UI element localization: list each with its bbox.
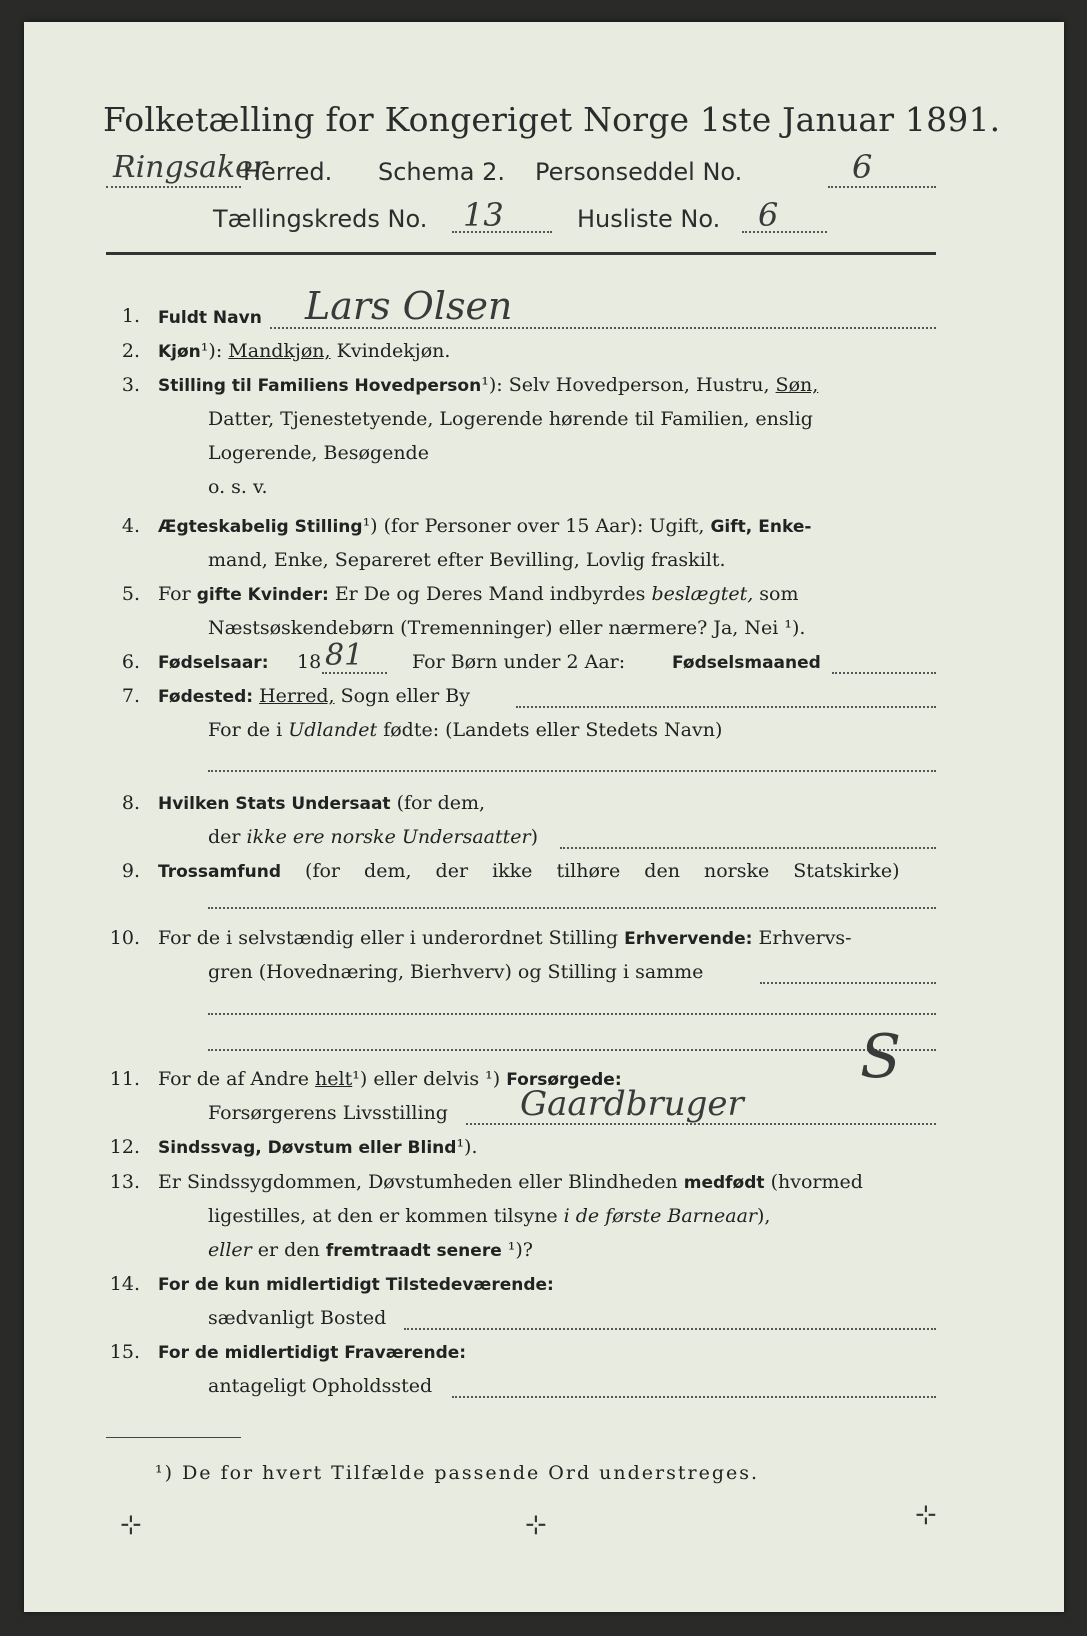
q7-text2a: For de i <box>208 719 283 741</box>
q13-text3c: ¹)? <box>507 1239 533 1261</box>
q12-sup: ¹). <box>456 1136 478 1158</box>
item-number: 5. <box>121 583 140 605</box>
q3-option-son: Søn, <box>775 374 819 396</box>
q10-text1b: Erhvervs- <box>758 927 852 949</box>
q8-text2b: ikke ere norske Undersaatter <box>246 826 531 848</box>
q3-label: Stilling til Familiens Hovedperson <box>158 376 482 396</box>
q9-text: (for dem, der ikke tilhøre den norske Statskirke) <box>305 860 900 882</box>
dotted-line <box>404 1328 936 1330</box>
q13-label2: fremtraadt senere <box>325 1241 502 1261</box>
q13-text3a: eller <box>208 1239 252 1261</box>
q13-text3b: er den <box>257 1239 320 1261</box>
q7-text: Sogn eller By <box>340 685 470 707</box>
q4-line-2: mand, Enke, Separeret efter Bevilling, Lovlig fraskilt. <box>208 549 726 571</box>
q9-label: Trossamfund <box>158 862 281 882</box>
item-number: 3. <box>121 374 140 396</box>
q14-line-1 <box>158 1273 554 1295</box>
item-number: 4. <box>121 515 140 537</box>
q13-line-2 <box>208 1205 770 1227</box>
dotted-line <box>208 907 936 909</box>
item-number: 6. <box>121 651 140 673</box>
husliste-number: 6 <box>758 196 779 234</box>
q3-line-4: o. s. v. <box>208 476 268 498</box>
footnote-rule <box>106 1437 241 1438</box>
dotted-line <box>322 672 387 674</box>
herred-name-handwritten: Ringsaker <box>113 150 268 185</box>
q13-text2c: ), <box>757 1205 771 1227</box>
q3-sup: ¹): <box>481 374 503 396</box>
q2-option-kvindekjon: Kvindekjøn. <box>336 340 451 362</box>
q11-text1b: ¹) eller delvis ¹) <box>352 1068 501 1090</box>
dotted-line <box>452 231 552 233</box>
q10-line-2: gren (Hovednæring, Bierhverv) og Stilling i samme <box>208 961 704 983</box>
q8-line-1 <box>158 792 485 814</box>
q13-line-3 <box>208 1239 533 1261</box>
q6-label2: Fødselsmaaned <box>672 653 821 673</box>
q4-label: Ægteskabelig Stilling <box>158 517 363 537</box>
dotted-line <box>208 1049 936 1051</box>
dotted-line <box>208 1013 936 1015</box>
q10-label: Erhvervende: <box>624 929 753 949</box>
q3-line-2: Datter, Tjenestetyende, Logerende hørende til Familien, enslig <box>208 408 813 430</box>
dotted-line <box>106 186 241 188</box>
q8-text2a: der <box>208 826 241 848</box>
dotted-line <box>516 706 936 708</box>
crop-mark: ⊹ <box>525 1510 547 1540</box>
q10-line-1 <box>158 927 852 949</box>
q13-line-1 <box>158 1171 863 1193</box>
q11-text2: Forsørgerens Livsstilling <box>208 1102 448 1124</box>
q13-text2b: i de første Barneaar <box>563 1205 757 1227</box>
q5-line-2: Næstsøskendebørn (Tremenninger) eller nærmere? Ja, Nei ¹). <box>208 617 806 639</box>
footnote: ¹) De for hvert Tilfælde passende Ord understreges. <box>155 1462 760 1484</box>
dotted-line <box>466 1123 936 1125</box>
q5-beslaegtet: beslægtet, <box>651 583 754 605</box>
q12-label: Sindssvag, Døvstum eller Blind <box>158 1138 457 1158</box>
q15-label2: midlertidigt Fraværende: <box>224 1343 467 1363</box>
q3-text: Selv Hovedperson, Hustru, <box>508 374 770 396</box>
crop-mark: ⊹ <box>120 1510 142 1540</box>
q7-text2b: fødte: (Landets eller Stedets Navn) <box>383 719 723 741</box>
item-number: 11. <box>109 1068 140 1090</box>
q15-line-1 <box>158 1341 466 1363</box>
q11-text1a: For de af Andre <box>158 1068 309 1090</box>
item-number: 12. <box>109 1136 140 1158</box>
item-number: 10. <box>109 927 140 949</box>
header-rule <box>106 252 936 255</box>
q6-year-handwritten: 81 <box>325 638 364 673</box>
item-number: 2. <box>121 340 140 362</box>
q13-text2a: ligestilles, at den er kommen tilsyne <box>208 1205 558 1227</box>
q13-text1b: (hvormed <box>770 1171 863 1193</box>
q6-prefix: 18 <box>297 651 322 673</box>
q14-label2: midlertidigt Tilstedeværende: <box>266 1275 554 1295</box>
form-title: Folketælling for Kongeriget Norge 1ste Januar 1891. <box>103 100 1001 139</box>
census-form <box>24 22 1064 1612</box>
item-number: 14. <box>109 1273 140 1295</box>
q11-occupation-handwritten: Gaardbruger <box>520 1084 744 1124</box>
q2-line <box>158 340 450 362</box>
q11-mark-handwritten: S <box>860 1022 902 1092</box>
q5-som: som <box>759 583 799 605</box>
q6-label: Fødselsaar: <box>158 653 269 673</box>
q8-label: Hvilken Stats Undersaat <box>158 794 391 814</box>
q4-gift: Gift, <box>710 517 753 537</box>
q15-text2: antageligt Opholdssted <box>208 1375 433 1397</box>
q7-udlandet: Udlandet <box>288 719 378 741</box>
q5-line-1 <box>158 583 799 605</box>
q10-text1a: For de i selvstændig eller i underordnet Stilling <box>158 927 619 949</box>
kreds-number: 13 <box>463 196 504 234</box>
item-number: 1. <box>121 305 140 327</box>
q4-enke: Enke- <box>758 517 812 537</box>
q4-line-1 <box>158 515 811 537</box>
q3-line-3: Logerende, Besøgende <box>208 442 429 464</box>
q8-line-2 <box>208 826 538 848</box>
dotted-line <box>208 770 936 772</box>
item-number: 7. <box>121 685 140 707</box>
herred-label: Herred. <box>243 158 333 186</box>
q8-text1: (for dem, <box>396 792 486 814</box>
dotted-line <box>270 327 936 329</box>
dotted-line <box>560 847 936 849</box>
schema-label: Schema 2. <box>378 158 506 186</box>
q7-line-1 <box>158 685 470 707</box>
dotted-line <box>828 186 936 188</box>
dotted-line <box>742 231 827 233</box>
q4-text: ¹) (for Personer over 15 Aar): Ugift, <box>362 515 705 537</box>
dotted-line <box>452 1396 936 1398</box>
q2-option-mandkjon: Mandkjøn, <box>228 340 331 362</box>
crop-mark: ⊹ <box>915 1500 937 1530</box>
q13-label: medfødt <box>683 1173 765 1193</box>
item-number: 15. <box>109 1341 140 1363</box>
q11-label: Forsørgede: <box>506 1070 622 1090</box>
q11-option-helt: helt <box>315 1068 353 1090</box>
q7-option-herred: Herred, <box>259 685 335 707</box>
personseddel-number: 6 <box>852 148 873 186</box>
item-number: 8. <box>121 792 140 814</box>
q8-text2c: ) <box>530 826 539 848</box>
kreds-label: Tællingskreds No. <box>213 205 428 233</box>
q14-label1: For de kun <box>158 1275 261 1295</box>
q1-label: Fuldt Navn <box>158 308 262 328</box>
q12-line <box>158 1136 478 1158</box>
q14-text2: sædvanligt Bosted <box>208 1307 387 1329</box>
q5-for: For <box>158 583 191 605</box>
q7-line-2 <box>208 719 722 741</box>
q2-label: Kjøn <box>158 342 201 362</box>
q13-text1a: Er Sindssygdommen, Døvstumheden eller Blindheden <box>158 1171 678 1193</box>
dotted-line <box>832 672 936 674</box>
item-number: 13. <box>109 1171 140 1193</box>
q3-line-1 <box>158 374 818 396</box>
q5-text: Er De og Deres Mand indbyrdes <box>334 583 646 605</box>
q15-label1: For de <box>158 1343 219 1363</box>
husliste-label: Husliste No. <box>577 205 721 233</box>
q5-label: gifte Kvinder: <box>196 585 329 605</box>
q9-line <box>158 860 899 882</box>
q6-text: For Børn under 2 Aar: <box>412 651 626 673</box>
q1-name-handwritten: Lars Olsen <box>305 284 513 328</box>
q7-label: Fødested: <box>158 687 254 707</box>
dotted-line <box>760 982 936 984</box>
q2-sup: ¹): <box>200 340 223 362</box>
item-number: 9. <box>121 860 140 882</box>
personseddel-label: Personseddel No. <box>535 158 743 186</box>
